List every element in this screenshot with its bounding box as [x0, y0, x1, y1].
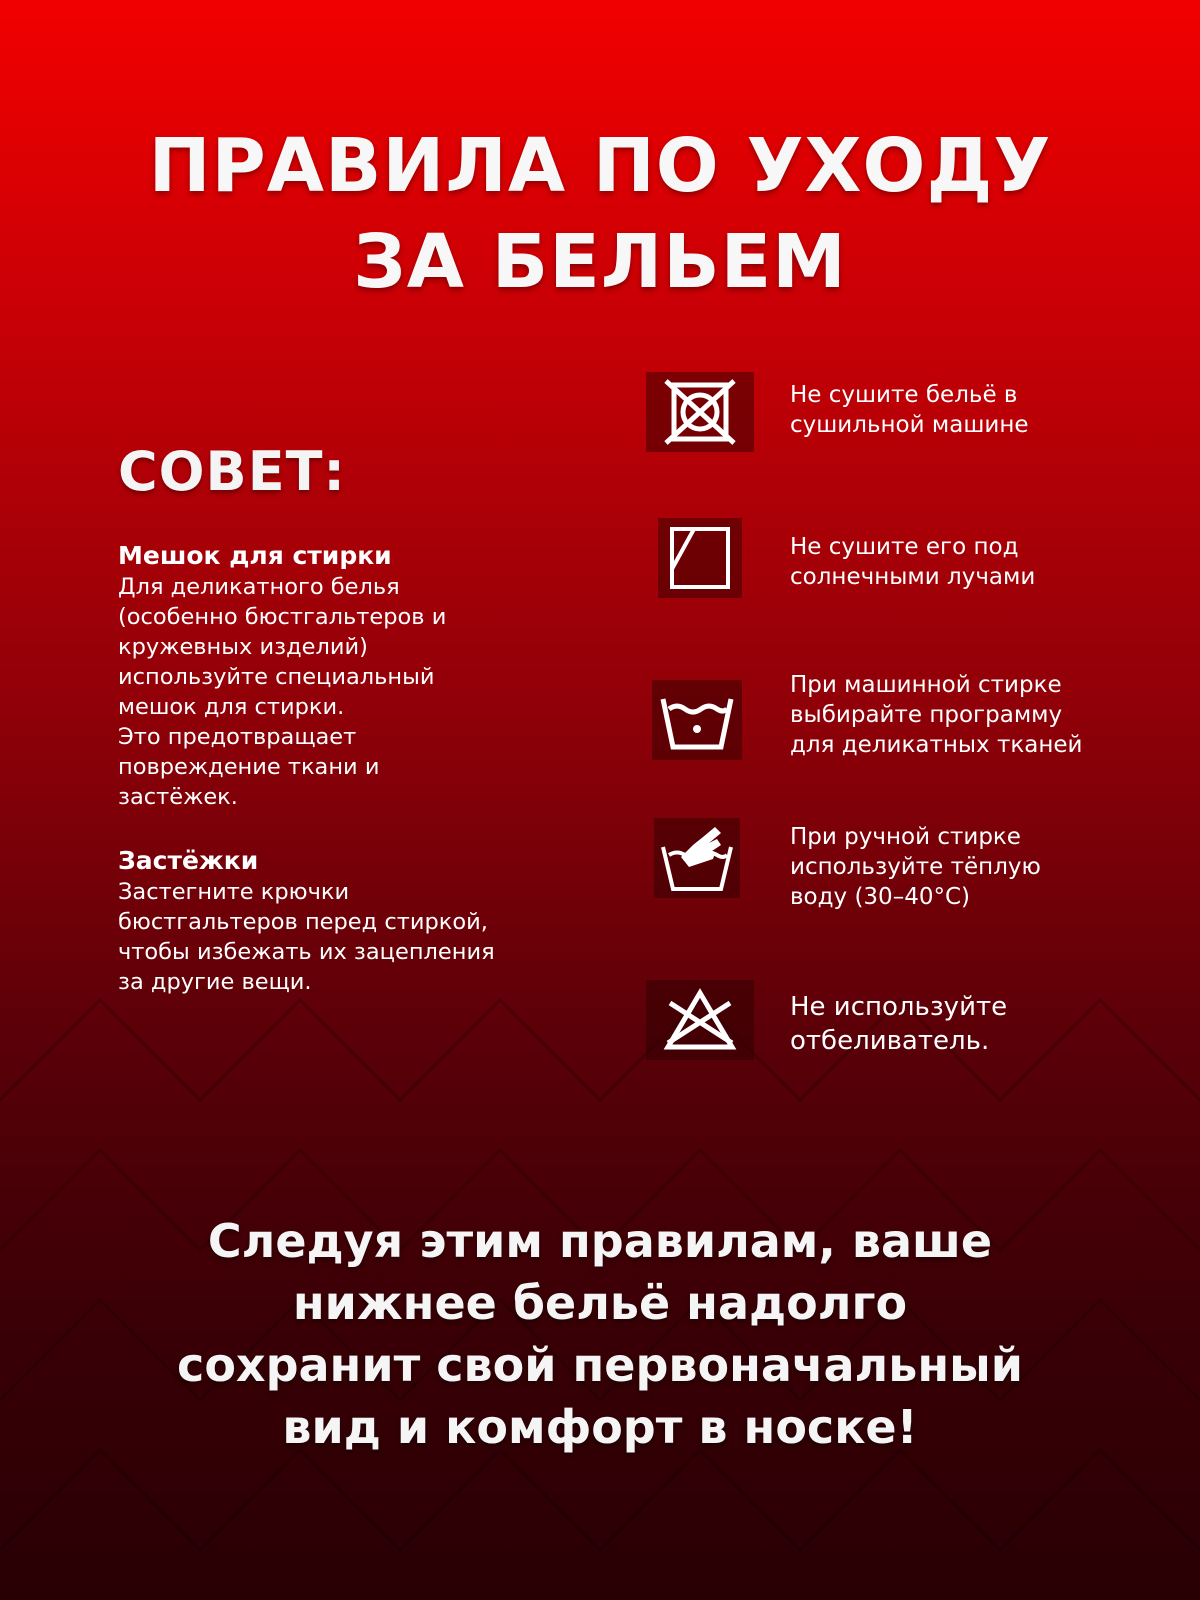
tip-fasteners: [118, 845, 558, 997]
care-text: Не сушите его под солнечными лучами: [790, 534, 1036, 590]
tip-text: Застегните крючки бюстгальтеров перед стиркой, чтобы избежать их зацепления за другие вещи.: [118, 879, 495, 995]
tip-text: Для деликатного белья (особенно бюстгальтеров и кружевных изделий) используйте специальный мешок для стирки. Это предотвращает повреждение ткани и застёжек.: [118, 574, 447, 810]
care-item-no-bleach: [646, 980, 1186, 1060]
care-item-dry-in-shade: [646, 518, 1186, 608]
dry-in-shade-icon: [658, 518, 742, 598]
care-item-gentle-wash: [646, 670, 1186, 770]
care-text: Не используйте отбеливатель.: [790, 992, 1008, 1056]
care-text: Не сушите бельё в сушильной машине: [790, 382, 1029, 438]
gentle-wash-icon: [652, 680, 742, 760]
page-title-line-2: ЗА БЕЛЬЕМ: [353, 219, 847, 305]
tip-title: Мешок для стирки: [118, 541, 392, 570]
tip-title: Застёжки: [118, 846, 259, 875]
care-text: При ручной стирке используйте тёплую воду (30–40°C): [790, 824, 1041, 910]
hand-wash-icon: [654, 818, 740, 898]
no-tumble-dry-icon: [646, 372, 754, 452]
page-title-line-1: ПРАВИЛА ПО УХОДУ: [148, 123, 1052, 209]
footer-message: Следуя этим правилам, ваше нижнее бельё надолго сохранит свой первоначальный вид и комфорт в носке!: [177, 1214, 1023, 1454]
advice-heading: СОВЕТ:: [118, 440, 347, 503]
tip-laundry-bag: [118, 540, 558, 812]
page-title: [0, 118, 1200, 310]
care-text: При машинной стирке выбирайте программу для деликатных тканей: [790, 672, 1083, 758]
no-bleach-icon: [646, 980, 754, 1060]
care-item-hand-wash: [646, 818, 1186, 918]
care-item-no-tumble-dry: [646, 372, 1186, 462]
